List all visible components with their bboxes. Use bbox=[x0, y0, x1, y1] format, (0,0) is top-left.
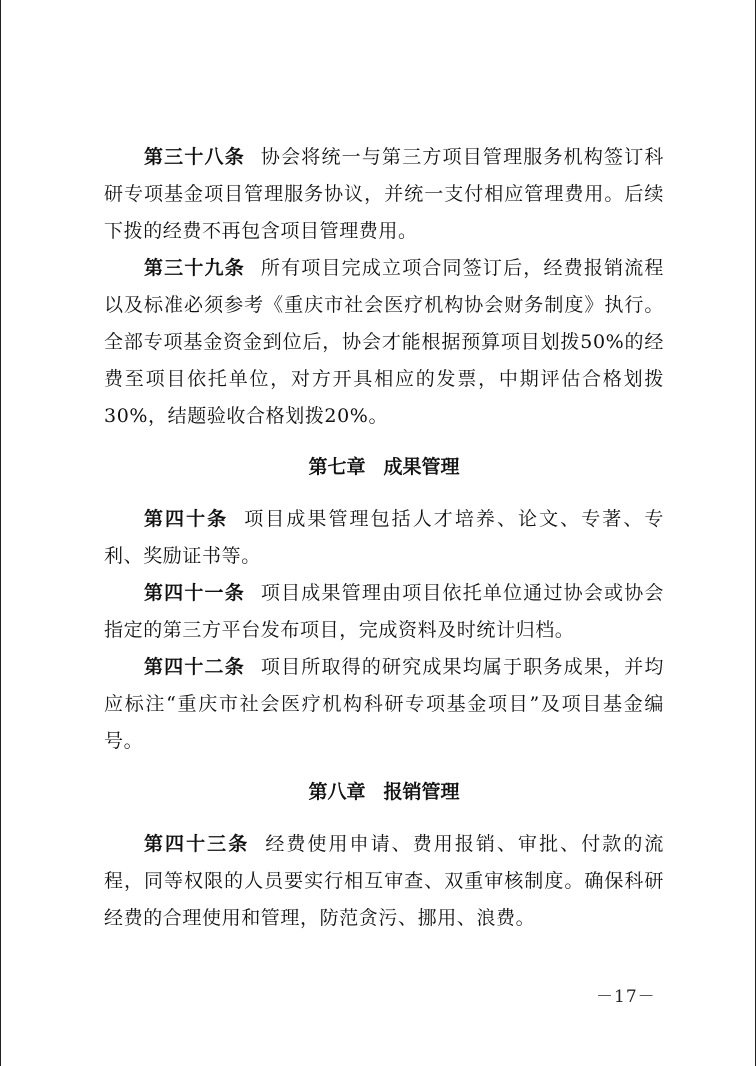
chapter-number: 第七章 bbox=[308, 456, 366, 478]
article-text: 经费使用申请、费用报销、审批、付款的流程，同等权限的人员要实行相互审查、双重审核制度。确保科研经费的合理使用和管理，防范贪污、挪用、浪费。 bbox=[104, 833, 664, 929]
article-number: 第三十八条 bbox=[144, 146, 245, 168]
document-body bbox=[104, 139, 664, 937]
article-number: 第四十二条 bbox=[144, 656, 245, 678]
article-text: 项目成果管理包括人才培养、论文、专著、专利、奖励证书等。 bbox=[104, 508, 664, 567]
article-number: 第三十九条 bbox=[144, 257, 245, 279]
article-number: 第四十三条 bbox=[144, 833, 250, 855]
article-text: 项目所取得的研究成果均属于职务成果，并均应标注“重庆市社会医疗机构科研专项基金项目”及项目基金编号。 bbox=[104, 656, 664, 752]
chapter-number: 第八章 bbox=[308, 781, 366, 803]
article-text: 项目成果管理由项目依托单位通过协会或协会指定的第三方平台发布项目，完成资料及时统计归档。 bbox=[104, 582, 664, 641]
article-text: 所有项目完成立项合同签订后，经费报销流程以及标准必须参考《重庆市社会医疗机构协会财务制度》执行。全部专项基金资金到位后，协会才能根据预算项目划拨50%的经费至项目依托单位，对方开具相应的发票，中期评估合格划拨30%，结题验收合格划拨20%。 bbox=[104, 257, 664, 427]
article-39 bbox=[104, 250, 664, 435]
article-42 bbox=[104, 649, 664, 760]
article-number: 第四十一条 bbox=[144, 582, 245, 604]
article-text: 协会将统一与第三方项目管理服务机构签订科研专项基金项目管理服务协议，并统一支付相应管理费用。后续下拨的经费不再包含项目管理费用。 bbox=[104, 146, 664, 242]
chapter-title: 报销管理 bbox=[383, 781, 460, 803]
chapter-7-heading bbox=[104, 435, 664, 501]
article-40 bbox=[104, 501, 664, 575]
article-38 bbox=[104, 139, 664, 250]
chapter-8-heading bbox=[104, 760, 664, 826]
article-number: 第四十条 bbox=[144, 508, 229, 530]
article-43 bbox=[104, 826, 664, 937]
article-41 bbox=[104, 575, 664, 649]
page-number: －17－ bbox=[596, 987, 656, 1007]
chapter-title: 成果管理 bbox=[383, 456, 460, 478]
page-left-edge bbox=[0, 0, 1, 1066]
